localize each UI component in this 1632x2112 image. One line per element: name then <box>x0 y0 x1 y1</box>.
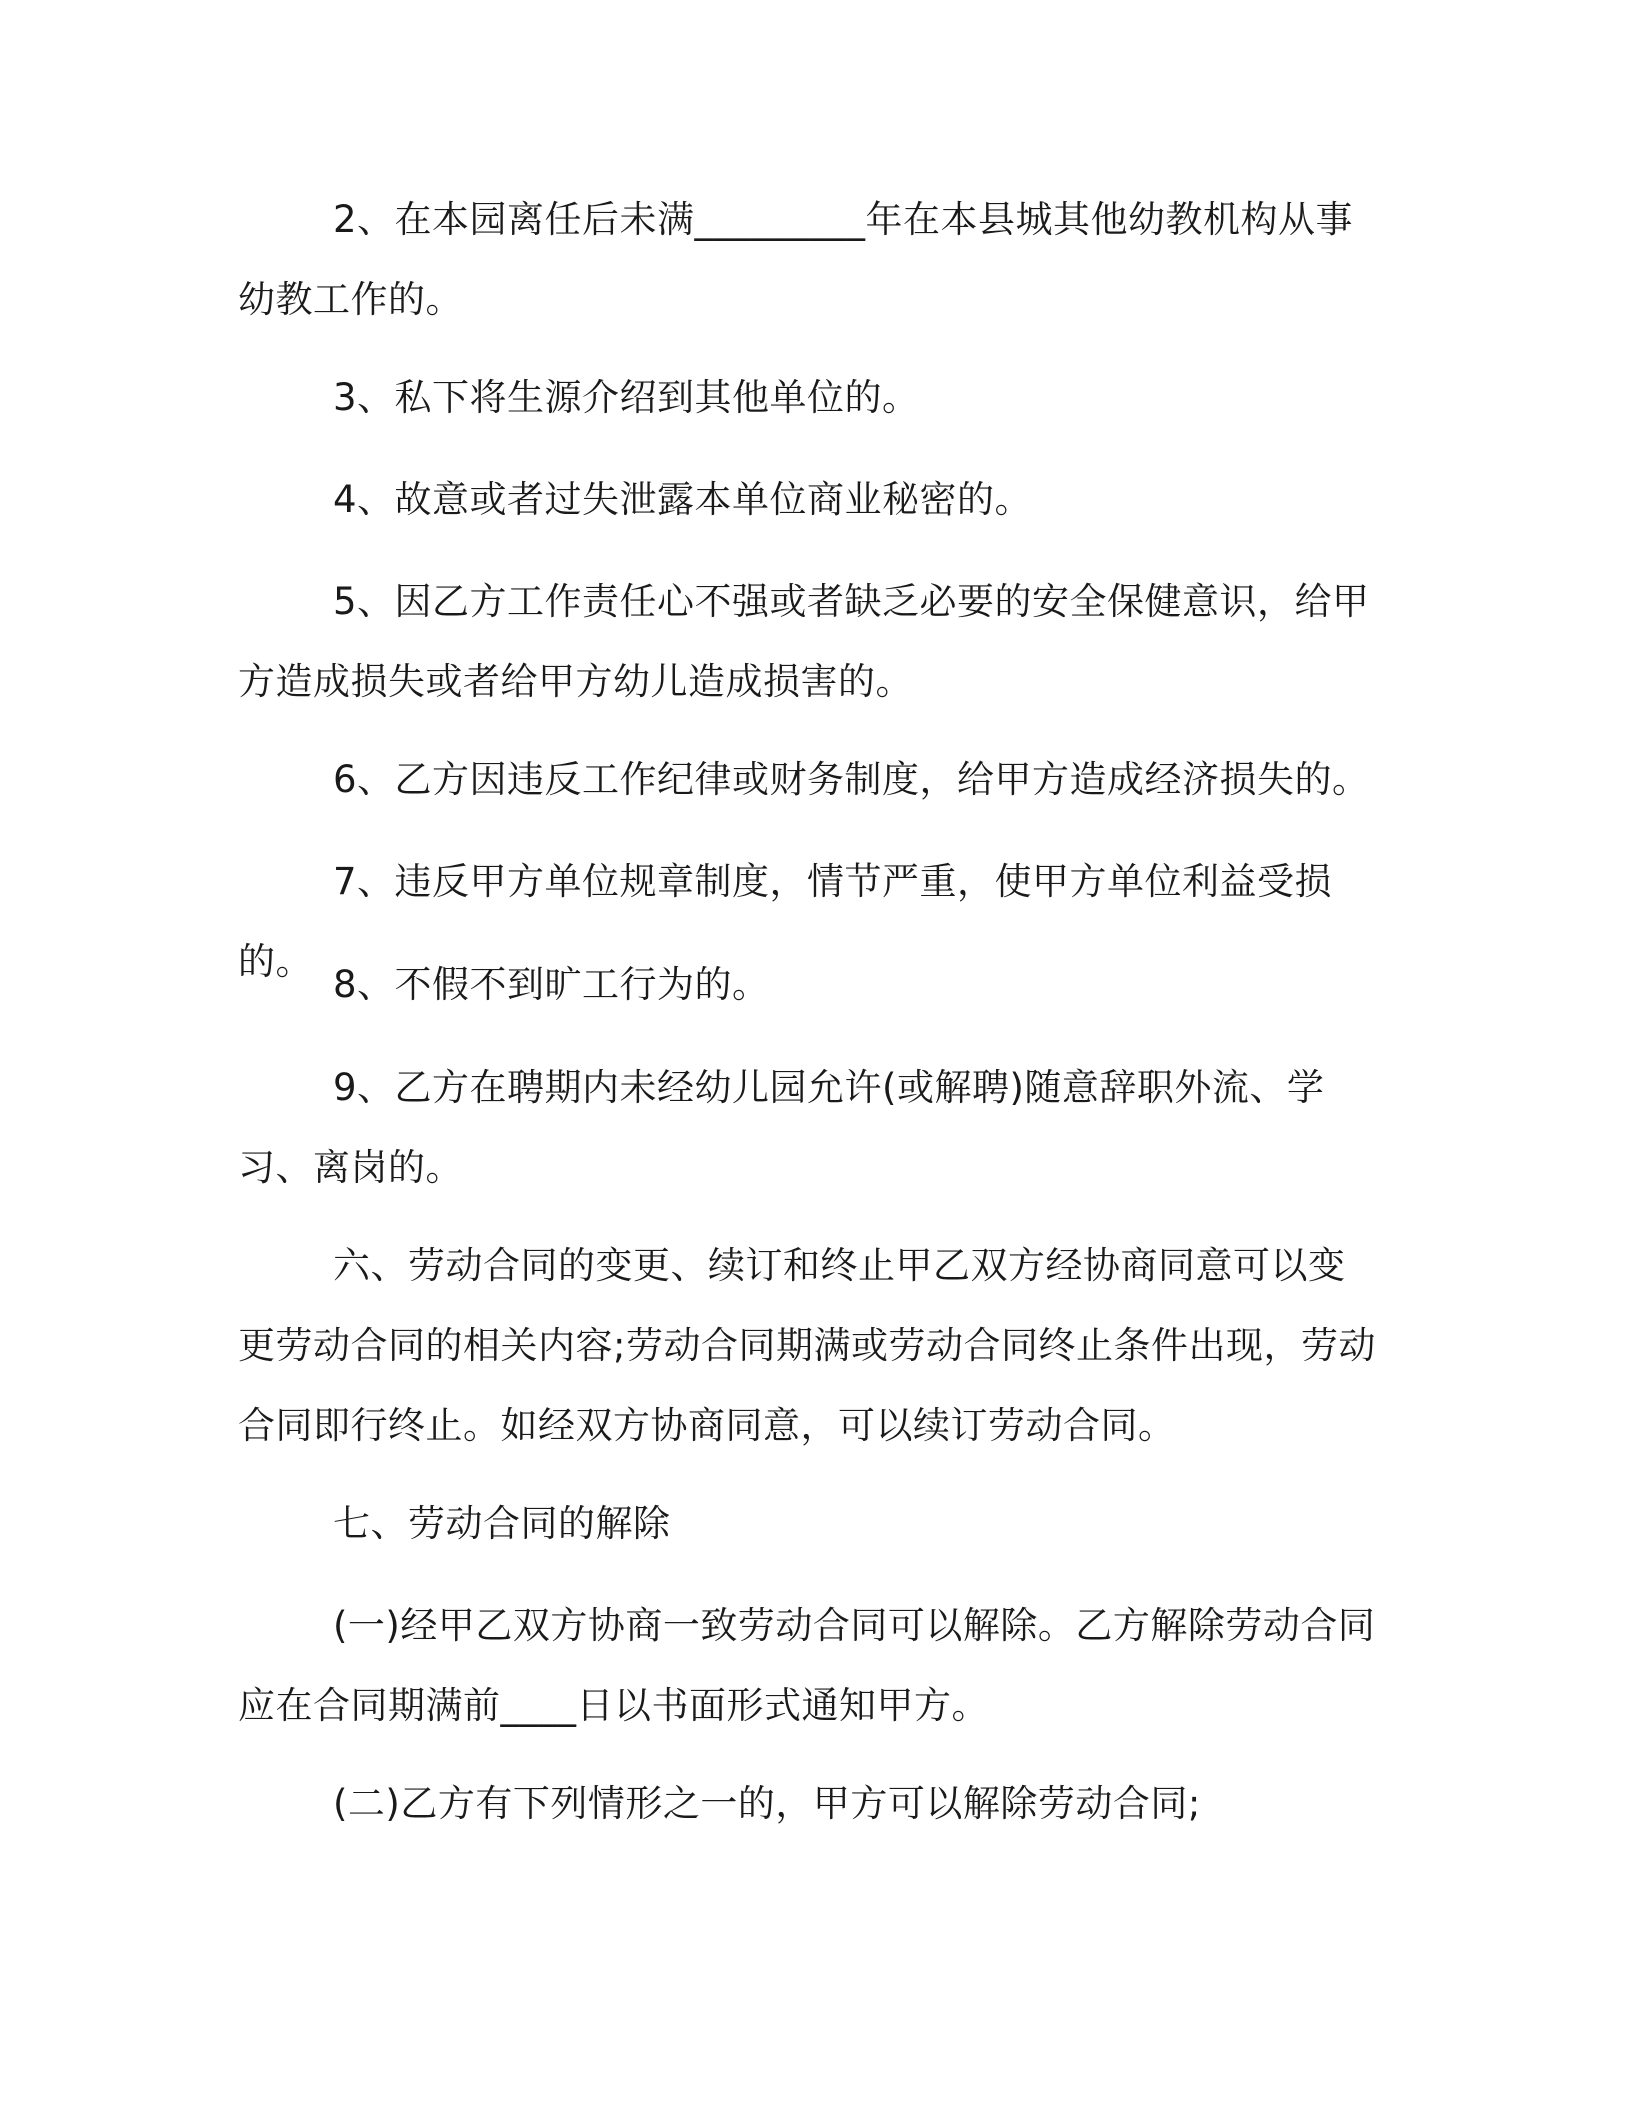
paragraph-clause-8: 8、不假不到旷工行为的。 <box>333 963 770 1006</box>
paragraph-section-6: 六、劳动合同的变更、续订和终止甲乙双方经协商同意可以变更劳动合同的相关内容;劳动合同期满或劳动合同终止条件出现，劳动合同即行终止。如经双方协商同意，可以续订劳动合同。 <box>238 1244 1376 1447</box>
paragraph-clause-7: 7、违反甲方单位规章制度，情节严重，使甲方单位利益受损的。 <box>238 860 1333 983</box>
paragraph-subsection-1: (一)经甲乙双方协商一致劳动合同可以解除。乙方解除劳动合同应在合同期满前____日以书面形式通知甲方。 <box>238 1604 1376 1727</box>
paragraph-clause-6: 6、乙方因违反工作纪律或财务制度，给甲方造成经济损失的。 <box>333 758 1370 801</box>
paragraph-clause-4: 4、故意或者过失泄露本单位商业秘密的。 <box>333 478 1033 521</box>
paragraph-clause-3: 3、私下将生源介绍到其他单位的。 <box>333 376 920 419</box>
paragraph-section-7-heading: 七、劳动合同的解除 <box>333 1502 671 1545</box>
paragraph-clause-2: 2、在本园离任后未满_________年在本县城其他幼教机构从事幼教工作的。 <box>238 198 1354 321</box>
paragraph-clause-5: 5、因乙方工作责任心不强或者缺乏必要的安全保健意识，给甲方造成损失或者给甲方幼儿造成损害的。 <box>238 580 1370 703</box>
paragraph-clause-9: 9、乙方在聘期内未经幼儿园允许(或解聘)随意辞职外流、学习、离岗的。 <box>238 1066 1325 1189</box>
paragraph-subsection-2: (二)乙方有下列情形之一的，甲方可以解除劳动合同; <box>333 1782 1201 1825</box>
